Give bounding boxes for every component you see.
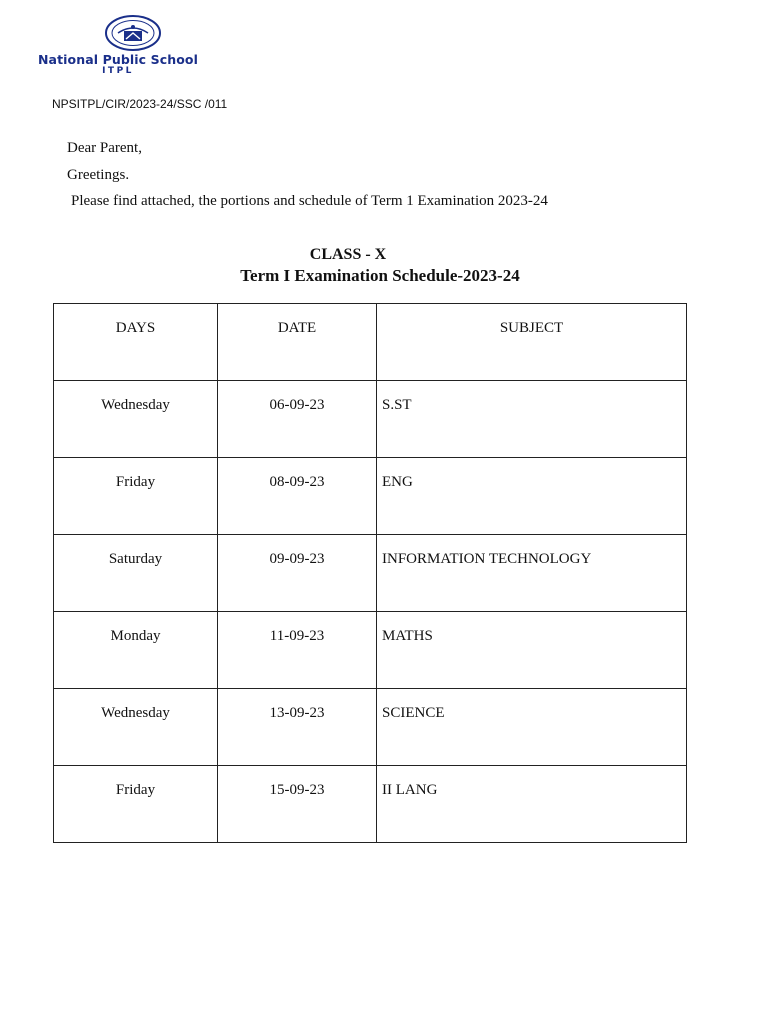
header-subject: SUBJECT — [377, 304, 687, 381]
row-day: Friday — [54, 766, 218, 843]
row-day: Monday — [54, 612, 218, 689]
row-subject: ENG — [377, 458, 687, 535]
row-day: Wednesday — [54, 689, 218, 766]
table-header-row — [54, 304, 687, 381]
letter-salutation: Dear Parent, — [67, 140, 142, 156]
school-name: National Public School — [37, 52, 199, 67]
exam-schedule-table — [53, 303, 687, 843]
table-row — [54, 612, 687, 689]
row-date: 13-09-23 — [218, 689, 377, 766]
row-date: 09-09-23 — [218, 535, 377, 612]
school-emblem-icon — [104, 14, 162, 52]
row-date: 11-09-23 — [218, 612, 377, 689]
row-day: Saturday — [54, 535, 218, 612]
school-logo — [18, 14, 218, 76]
row-date: 06-09-23 — [218, 381, 377, 458]
row-date: 08-09-23 — [218, 458, 377, 535]
letter-body: Please find attached, the portions and schedule of Term 1 Examination 2023-24 — [71, 193, 548, 209]
table-row — [54, 535, 687, 612]
header-days: DAYS — [54, 304, 218, 381]
row-subject: II LANG — [377, 766, 687, 843]
row-subject: SCIENCE — [377, 689, 687, 766]
row-date: 15-09-23 — [218, 766, 377, 843]
school-branch: ITPL — [102, 66, 134, 76]
class-title: CLASS - X — [309, 246, 387, 263]
row-day: Friday — [54, 458, 218, 535]
row-subject: MATHS — [377, 612, 687, 689]
table-row — [54, 458, 687, 535]
header-date: DATE — [218, 304, 377, 381]
schedule-title: Term I Examination Schedule-2023-24 — [240, 266, 520, 285]
circular-reference: NPSITPL/CIR/2023-24/SSC /011 — [52, 97, 228, 111]
row-subject: S.ST — [377, 381, 687, 458]
row-subject: INFORMATION TECHNOLOGY — [377, 535, 687, 612]
table-row — [54, 689, 687, 766]
letter-greeting: Greetings. — [67, 167, 130, 183]
table-row — [54, 381, 687, 458]
row-day: Wednesday — [54, 381, 218, 458]
table-row — [54, 766, 687, 843]
